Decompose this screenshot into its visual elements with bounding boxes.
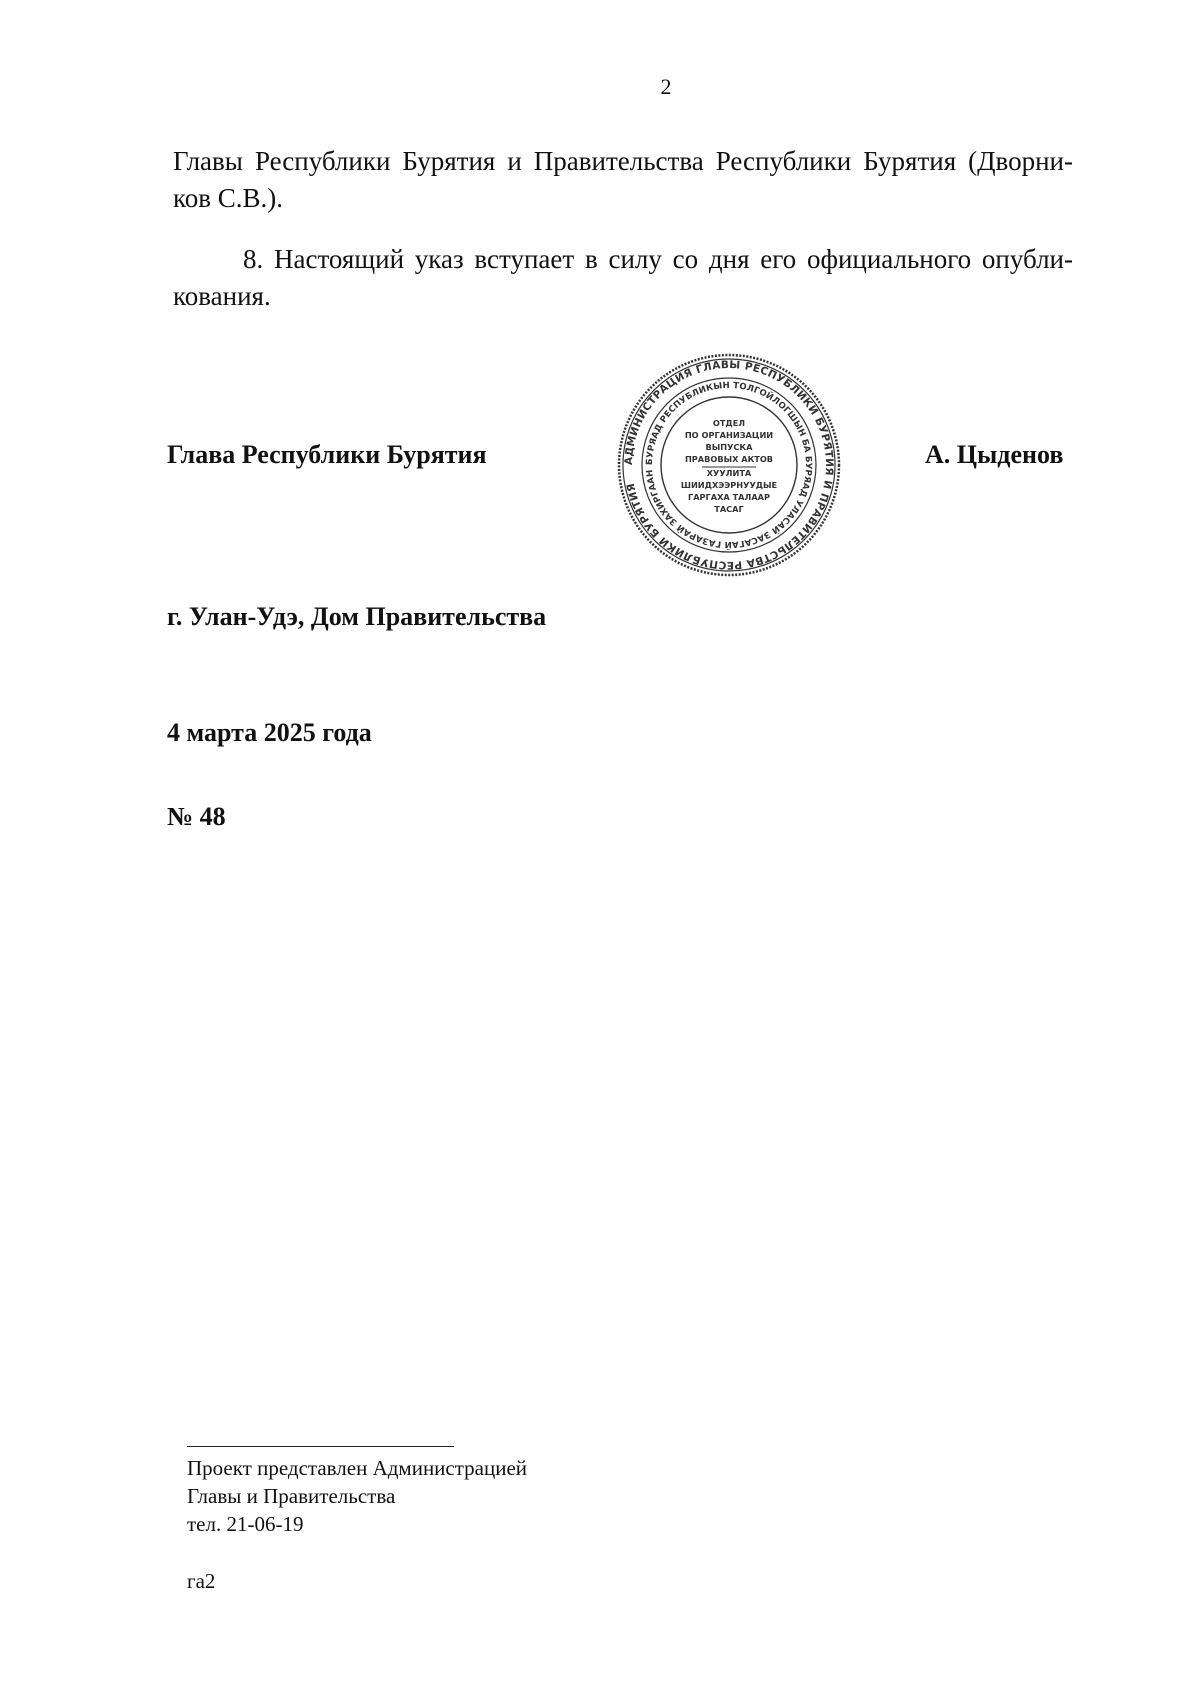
- page-number: 2: [660, 74, 672, 99]
- footnote-line: Проект представлен Администрацией: [187, 1456, 528, 1480]
- signing-place: г. Улан-Удэ, Дом Правительства: [167, 602, 547, 631]
- footnote-phone: тел. 21-06-19: [187, 1512, 304, 1536]
- stamp-inner-ring-text: БУРЯАД РЕСПУБЛИКЫН ТОЛГОЙЛОГШЫН БА БУРЯАД УЛАСАЙ ЗАСАГАЙ ГАЗАРАЙ ЗАХИРГААН: [644, 380, 814, 550]
- svg-text:БУРЯАД РЕСПУБЛИКЫН ТОЛГОЙЛОГШЫ: [645, 381, 813, 551]
- footnote-line: Главы и Правительства: [187, 1484, 396, 1508]
- stamp-center-line: ПРАВОВЫХ АКТОВ: [684, 454, 774, 464]
- stamp-center-line: ОТДЕЛ: [712, 418, 746, 428]
- stamp-center-line: ХУУЛИТА: [706, 468, 752, 478]
- signatory-title: Глава Республики Бурятия: [167, 440, 487, 469]
- stamp-center-line: ГАРГАХА ТАЛААР: [687, 492, 771, 502]
- stamp-center-line: ВЫПУСКА: [705, 442, 753, 452]
- paragraph-line: 8. Настоящий указ вступает в силу со дня его официального опубли-: [243, 244, 1073, 274]
- official-stamp-seal: [616, 352, 842, 578]
- paragraph-continuation: [173, 143, 1073, 217]
- paragraph-line: Главы Республики Бурятия и Правительства Республики Бурятия (Дворни-: [173, 146, 1073, 176]
- stamp-center-line: ПО ОРГАНИЗАЦИИ: [684, 430, 774, 440]
- stamp-outer-text: АДМИНИСТРАЦИЯ ГЛАВЫ РЕСПУБЛИКИ БУРЯТИЯ И ПРАВИТЕЛЬСТВА РЕСПУБЛИКИ БУРЯТИЯ: [622, 358, 836, 572]
- footnote-divider: [187, 1446, 454, 1447]
- footnote-code: га2: [187, 1569, 216, 1593]
- decree-date: 4 марта 2025 года: [167, 718, 372, 747]
- signatory-name: А. Цыденов: [925, 440, 1064, 469]
- paragraph-line: кования.: [173, 281, 271, 311]
- decree-number: № 48: [167, 802, 226, 831]
- stamp-center-line: ШИИДХЭЭРНУУДЫЕ: [680, 480, 778, 490]
- stamp-center-line: ТАСАГ: [714, 504, 744, 514]
- paragraph-line: ков С.В.).: [173, 183, 284, 213]
- paragraph-effective-date: [173, 241, 1073, 315]
